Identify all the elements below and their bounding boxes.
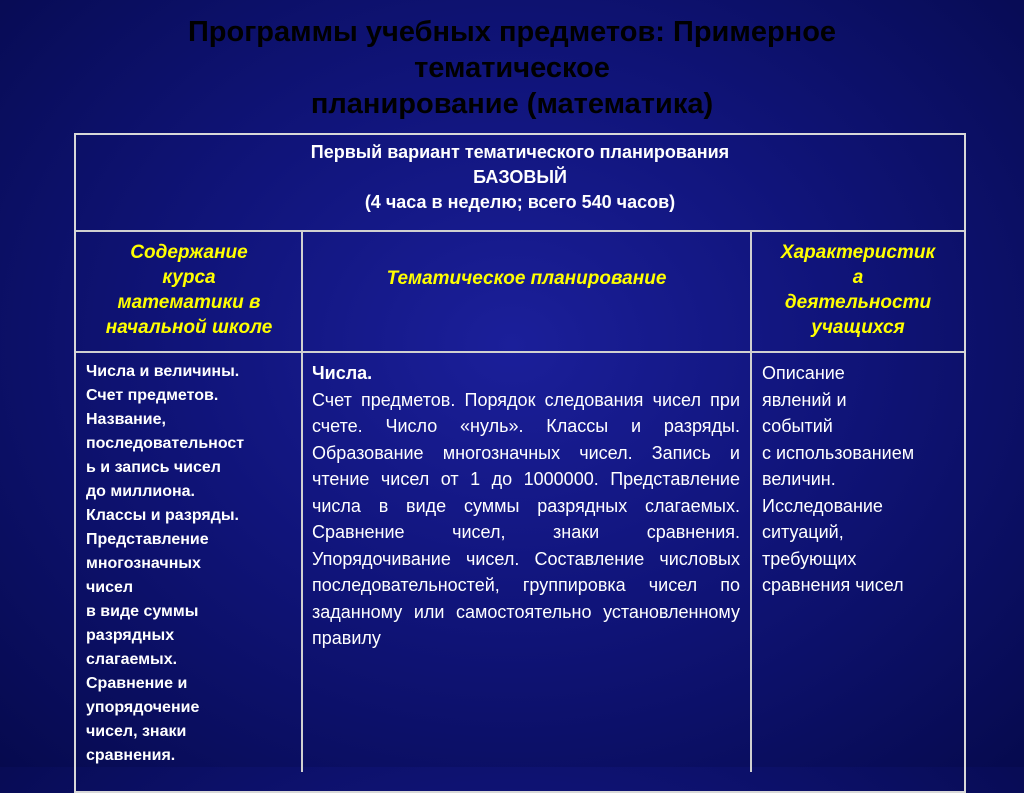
column-heading-content-line: начальной школе: [105, 317, 273, 338]
content-line: ь и запись чисел: [86, 459, 221, 476]
title-line-2: тематическое: [414, 52, 610, 84]
content-line: Числа и величины.: [86, 363, 240, 380]
column-divider-1: [301, 232, 303, 772]
content-line: слагаемых.: [86, 651, 178, 668]
title-line-1: Программы учебных предметов: Примерное: [187, 16, 837, 48]
column-heading-content-line: курса: [162, 267, 216, 288]
content-line: Сравнение и: [86, 675, 188, 692]
title-line-3: планирование (математика): [310, 88, 714, 120]
page-title: [0, 14, 1024, 122]
content-line: чисел: [86, 579, 134, 596]
content-line: многозначных: [86, 555, 201, 572]
activity-line: Исследование: [762, 495, 883, 516]
content-line: последовательност: [86, 435, 245, 452]
planning-heading: Числа.: [312, 363, 373, 383]
content-line: сравнения.: [86, 747, 176, 764]
header-divider: [76, 230, 964, 232]
table-header: [76, 140, 964, 215]
activity-line: требующих: [762, 548, 857, 569]
table-header-line-1: Первый вариант тематического планирования: [310, 142, 730, 162]
column-heading-content: [78, 240, 300, 340]
content-line: Классы и разряды.: [86, 507, 239, 524]
activity-line: величин.: [762, 469, 836, 489]
column-heading-content-line: Содержание: [130, 242, 248, 263]
activity-line: явлений и: [762, 389, 847, 410]
activity-line: событий: [762, 416, 833, 436]
planning-cell: [312, 360, 740, 652]
column-heading-planning: [303, 266, 750, 291]
column-heading-activity: [752, 240, 964, 340]
column-heading-activity-line: учащихся: [811, 317, 905, 338]
activity-line: ситуаций,: [762, 522, 844, 542]
activity-line: Описание: [762, 363, 845, 383]
content-line: Название,: [86, 411, 166, 428]
content-cell: [86, 360, 296, 768]
content-line: разрядных: [86, 627, 175, 644]
content-line: в виде суммы: [86, 603, 199, 620]
column-heading-activity-line: деятельности: [784, 292, 932, 313]
column-heading-divider: [76, 351, 964, 353]
table-header-line-2: БАЗОВЫЙ: [473, 167, 567, 187]
activity-line: сравнения чисел: [762, 575, 904, 595]
column-heading-content-line: математики в: [117, 292, 261, 313]
planning-text: Счет предметов. Порядок следования чисел при счете. Число «нуль». Классы и разряды. Образование многозначных чисел. Запись и чтение чисел от 1 до 1000000. Представление числа в виде суммы разрядных слагаемых. Сравнение чисел, знаки сравнения. Упорядочивание чисел. Составление числовых последовательностей, группировка чисел по заданному или самостоятельно установленному правилу: [312, 389, 740, 648]
table-header-line-3: (4 часа в неделю; всего 540 часов): [364, 192, 676, 212]
column-heading-activity-line: а: [852, 267, 864, 288]
activity-line: с использованием: [762, 442, 915, 463]
content-line: чисел, знаки: [86, 723, 187, 740]
content-line: Счет предметов.: [86, 387, 219, 404]
content-line: Представление: [86, 531, 209, 548]
column-heading-activity-line: Характеристик: [780, 242, 936, 263]
activity-cell: [762, 360, 958, 599]
column-heading-planning-line: Тематическое планирование: [386, 268, 667, 289]
content-line: упорядочение: [86, 699, 200, 716]
content-line: до миллиона.: [86, 483, 195, 500]
